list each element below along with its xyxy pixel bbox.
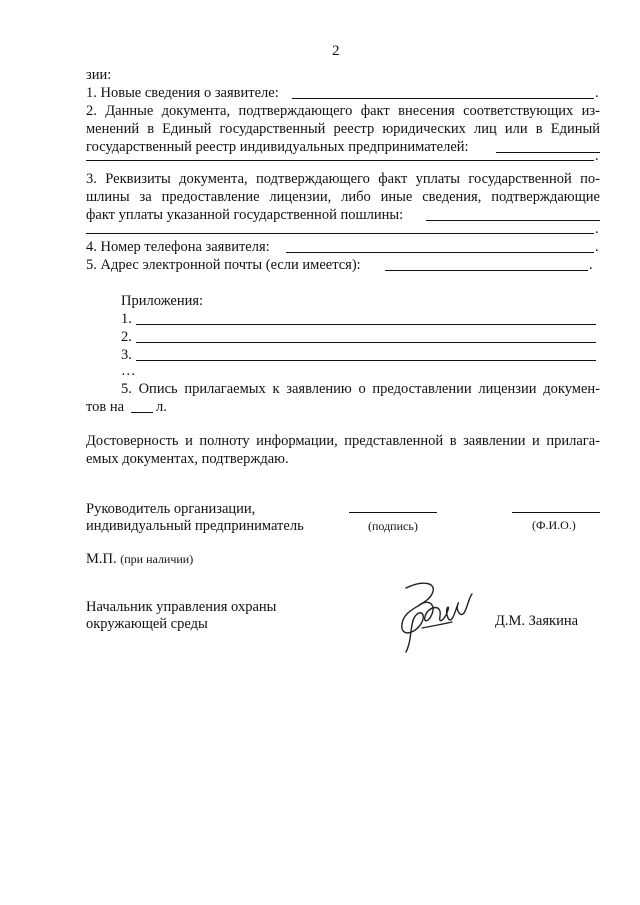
attachment-item-field[interactable]	[136, 342, 596, 343]
official-title-line2: окружающей среды	[86, 616, 208, 632]
item5-period: .	[589, 257, 593, 273]
official-name: Д.М. Заякина	[495, 613, 579, 629]
attachment-inventory-sheets-field[interactable]	[131, 412, 153, 413]
certification-line2: емых документах, подтверждаю.	[86, 451, 289, 467]
signer-role-line1: Руководитель организации,	[86, 501, 256, 517]
item-fee-payment-line2: шлины за предоставление лицензии, либо иные сведения, подтверждающие	[86, 189, 600, 205]
item-registry-change-line3: государственный реестр индивидуальных предпринимателей:	[86, 139, 469, 155]
item-fee-payment-field-2[interactable]	[86, 233, 594, 234]
seal-label-text: М.П.	[86, 551, 117, 567]
item-registry-change-line2: менений в Единый государственный реестр юридических лиц или в Единый	[86, 121, 600, 137]
seal-label	[86, 550, 193, 568]
handwritten-signature	[392, 578, 482, 658]
attachment-inventory-line1: 5. Опись прилагаемых к заявлению о предоставлении лицензии докумен-	[121, 381, 600, 397]
continued-fragment: зии:	[86, 67, 112, 83]
signature-field[interactable]	[349, 512, 437, 513]
item-email-label: 5. Адрес электронной почты (если имеется):	[86, 257, 361, 273]
item2-period: .	[595, 148, 599, 164]
seal-note: (при наличии)	[120, 552, 194, 566]
certification-line1: Достоверность и полноту информации, представленной в заявлении и прилага-	[86, 433, 600, 449]
attachment-inventory-suffix: л.	[156, 399, 167, 415]
item-phone-label: 4. Номер телефона заявителя:	[86, 239, 270, 255]
attachment-item-field[interactable]	[136, 360, 596, 361]
signer-role-line2: индивидуальный предприниматель	[86, 518, 304, 534]
item-registry-change-field-2[interactable]	[86, 160, 594, 161]
attachment-item-number: 1.	[121, 311, 132, 327]
official-title-line1: Начальник управления охраны	[86, 599, 277, 615]
signature-caption: (подпись)	[368, 519, 418, 533]
item-fee-payment-line1: 3. Реквизиты документа, подтверждающего факт уплаты государственной по-	[86, 171, 600, 187]
item-fee-payment-line3: факт уплаты указанной государственной пошлины:	[86, 207, 404, 223]
full-name-caption: (Ф.И.О.)	[532, 518, 576, 532]
item-new-applicant-info-field[interactable]	[292, 98, 594, 99]
item-registry-change-field-1[interactable]	[496, 152, 600, 153]
full-name-field[interactable]	[512, 512, 600, 513]
item-phone-field[interactable]	[286, 252, 594, 253]
page-number: 2	[332, 43, 340, 59]
item-registry-change-line1: 2. Данные документа, подтверждающего факт внесения соответствующих из-	[86, 103, 600, 119]
item-fee-payment-field-1[interactable]	[426, 220, 600, 221]
item4-period: .	[595, 239, 599, 255]
item1-period: .	[595, 85, 599, 101]
attachment-inventory-prefix: тов на	[86, 399, 125, 415]
attachments-heading: Приложения:	[121, 293, 204, 309]
item-new-applicant-info-label: 1. Новые сведения о заявителе:	[86, 85, 279, 101]
attachment-item-number: 2.	[121, 329, 132, 345]
item3-period: .	[595, 221, 599, 237]
attachment-item-number: 3.	[121, 347, 132, 363]
item-email-field[interactable]	[385, 270, 588, 271]
attachment-ellipsis: …	[121, 363, 136, 379]
attachment-item-field[interactable]	[136, 324, 596, 325]
